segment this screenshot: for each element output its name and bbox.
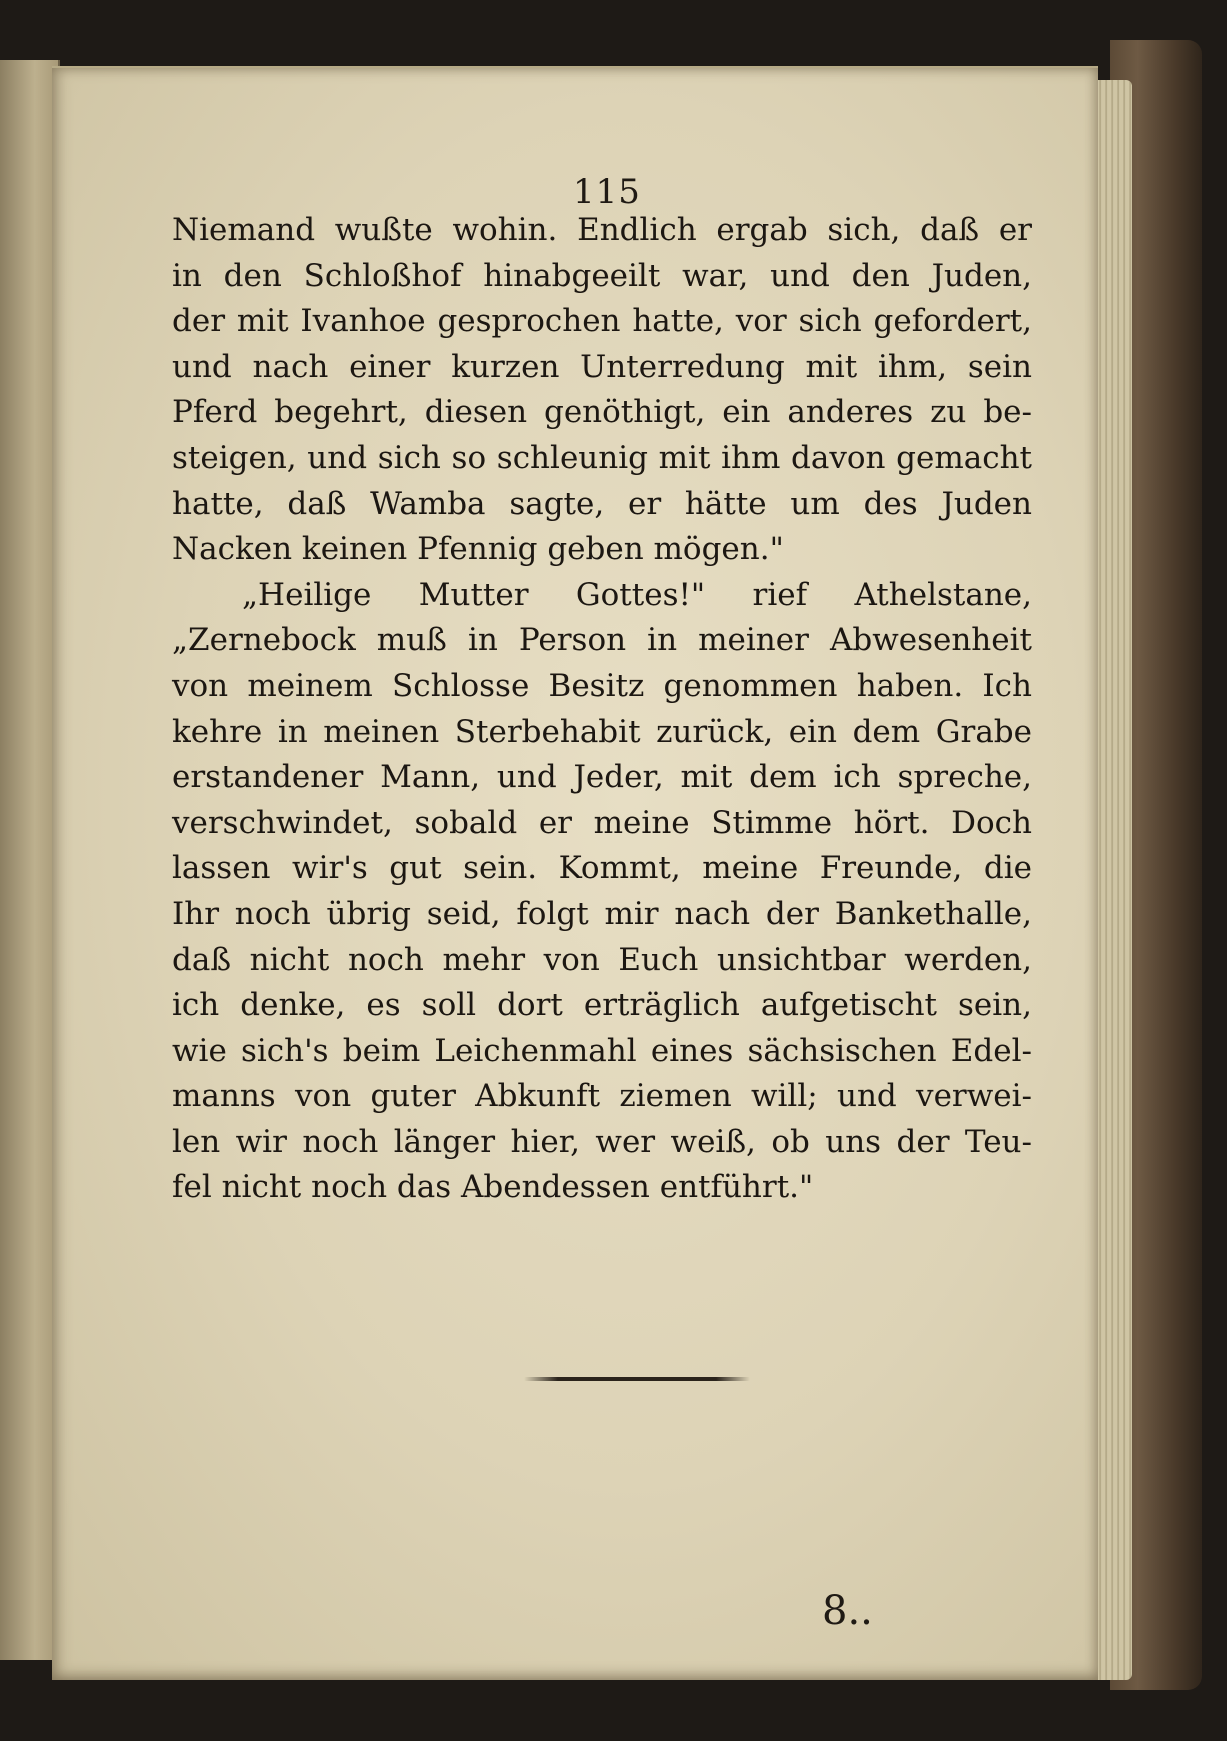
text-line: fel nicht noch das Abendessen entführt." bbox=[172, 1169, 814, 1206]
text-line: wie sich's beim Leichenmahl eines sächsischen Edel- bbox=[172, 1032, 1032, 1069]
book-page bbox=[52, 66, 1098, 1680]
text-line: Nacken keinen Pfennig geben mögen." bbox=[172, 531, 784, 568]
text-line: Niemand wußte wohin. Endlich ergab sich, daß er bbox=[172, 212, 1032, 248]
signature-mark: 8.. bbox=[822, 1588, 873, 1634]
text-line: der mit Ivanhoe gesprochen hatte, vor sich gefordert, bbox=[172, 303, 1032, 340]
facing-page-edge bbox=[0, 60, 60, 1660]
text-line: in den Schloßhof hinabgeeilt war, und den Juden, bbox=[172, 257, 1032, 294]
end-of-chapter-rule bbox=[524, 1377, 750, 1381]
text-line: steigen, und sich so schleunig mit ihm davon gemacht bbox=[172, 439, 1032, 476]
text-line: manns von guter Abkunft ziemen will; und verwei- bbox=[172, 1078, 1032, 1115]
text-line: „Zernebock muß in Person in meiner Abwesenheit bbox=[172, 622, 1032, 659]
text-line: hatte, daß Wamba sagte, er hätte um des Juden bbox=[172, 485, 1032, 522]
body-text bbox=[172, 208, 1032, 1211]
text-line: verschwindet, sobald er meine Stimme hört. Doch bbox=[172, 804, 1032, 841]
page-number: 115 bbox=[573, 172, 641, 212]
text-line: von meinem Schlosse Besitz genommen haben. Ich bbox=[172, 667, 1032, 704]
text-line: kehre in meinen Sterbehabit zurück, ein dem Grabe bbox=[172, 713, 1032, 750]
text-line: ich denke, es soll dort erträglich aufgetischt sein, bbox=[172, 987, 1032, 1024]
text-line: „Heilige Mutter Gottes!" rief Athelstane, bbox=[242, 576, 1032, 613]
text-line: Pferd begehrt, diesen genöthigt, ein anderes zu be- bbox=[172, 394, 1032, 431]
text-line: len wir noch länger hier, wer weiß, ob uns der Teu- bbox=[172, 1123, 1032, 1160]
text-line: und nach einer kurzen Unterredung mit ihm, sein bbox=[172, 348, 1032, 385]
text-line: Ihr noch übrig seid, folgt mir nach der Bankethalle, bbox=[172, 895, 1032, 932]
text-line: daß nicht noch mehr von Euch unsichtbar werden, bbox=[172, 941, 1032, 978]
text-line: lassen wir's gut sein. Kommt, meine Freunde, die bbox=[172, 850, 1032, 887]
text-line: erstandener Mann, und Jeder, mit dem ich spreche, bbox=[172, 759, 1032, 796]
